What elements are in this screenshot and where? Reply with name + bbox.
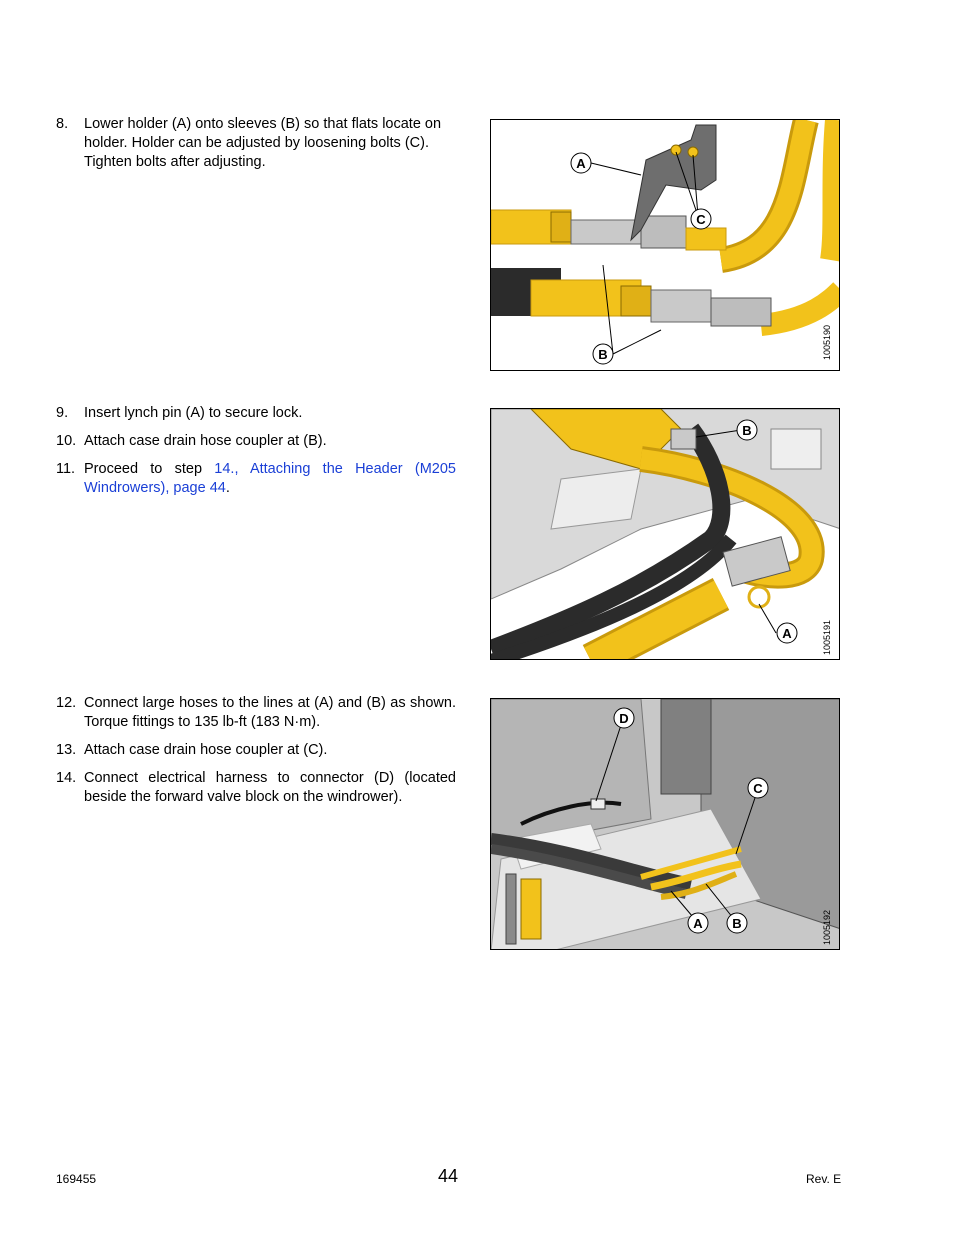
callout-c <box>748 778 768 798</box>
figure-large-hoses <box>490 698 840 950</box>
step-text-after: . <box>225 480 230 496</box>
svg-text:A: A <box>693 916 703 931</box>
figure-holder-sleeves <box>490 119 840 371</box>
figure-id: 1005192 <box>822 909 832 945</box>
svg-text:A: A <box>576 156 586 171</box>
callout-a <box>571 153 591 173</box>
cross-reference-link[interactable]: 14., Attaching the Header (M205 Windrowers), page 44 <box>84 461 456 496</box>
step-text: Insert lynch pin (A) to secure lock. <box>84 405 303 421</box>
svg-text:C: C <box>696 212 706 227</box>
step-number: 8. <box>56 116 69 132</box>
figure-id: 1005191 <box>822 619 832 655</box>
step-text: Connect electrical harness to connector (D) (located beside the forward valve block on the windrower). <box>84 770 456 805</box>
large-hoses-illustration <box>491 699 840 950</box>
step-text: Attach case drain hose coupler at (C). <box>84 742 328 758</box>
step-number: 11. <box>56 461 76 477</box>
step-number: 14. <box>56 770 77 786</box>
step-text: Lower holder (A) onto sleeves (B) so that flats locate on holder. Holder can be adjusted by loosening bolts (C). Tighten bolts after adjusting. <box>84 116 442 170</box>
doc-number: 169455 <box>56 1172 97 1186</box>
svg-text:D: D <box>619 711 629 726</box>
step-text <box>84 460 456 498</box>
step-8 <box>56 115 456 172</box>
svg-text:B: B <box>732 916 742 931</box>
callout-c <box>691 209 711 229</box>
page-number: 44 <box>438 1166 459 1186</box>
step-12 <box>56 694 456 732</box>
svg-text:A: A <box>782 626 792 641</box>
callout-b <box>727 913 747 933</box>
step-number: 10. <box>56 433 77 449</box>
step-9 <box>56 404 456 423</box>
lynch-pin-illustration <box>491 409 840 660</box>
holder-sleeves-illustration <box>491 120 840 371</box>
step-13 <box>56 741 456 760</box>
callout-a <box>688 913 708 933</box>
revision: Rev. E <box>806 1172 842 1186</box>
figure-id: 1005190 <box>822 324 832 360</box>
step-11 <box>56 460 456 498</box>
step-14 <box>56 769 456 807</box>
svg-text:B: B <box>598 347 608 362</box>
callout-a <box>777 623 797 643</box>
step-number: 12. <box>56 695 77 711</box>
callout-d <box>614 708 634 728</box>
svg-text:B: B <box>742 423 752 438</box>
figure-lynch-pin <box>490 408 840 660</box>
step-number: 13. <box>56 742 77 758</box>
step-text-before: Proceed to step <box>84 461 215 477</box>
step-number: 9. <box>56 405 69 421</box>
svg-text:C: C <box>753 781 763 796</box>
step-text: Connect large hoses to the lines at (A) and (B) as shown. Torque fittings to 135 lb-ft (183 N·m). <box>84 695 456 730</box>
step-10 <box>56 432 456 451</box>
step-text: Attach case drain hose coupler at (B). <box>84 433 327 449</box>
callout-b <box>593 344 613 364</box>
callout-b <box>737 420 757 440</box>
